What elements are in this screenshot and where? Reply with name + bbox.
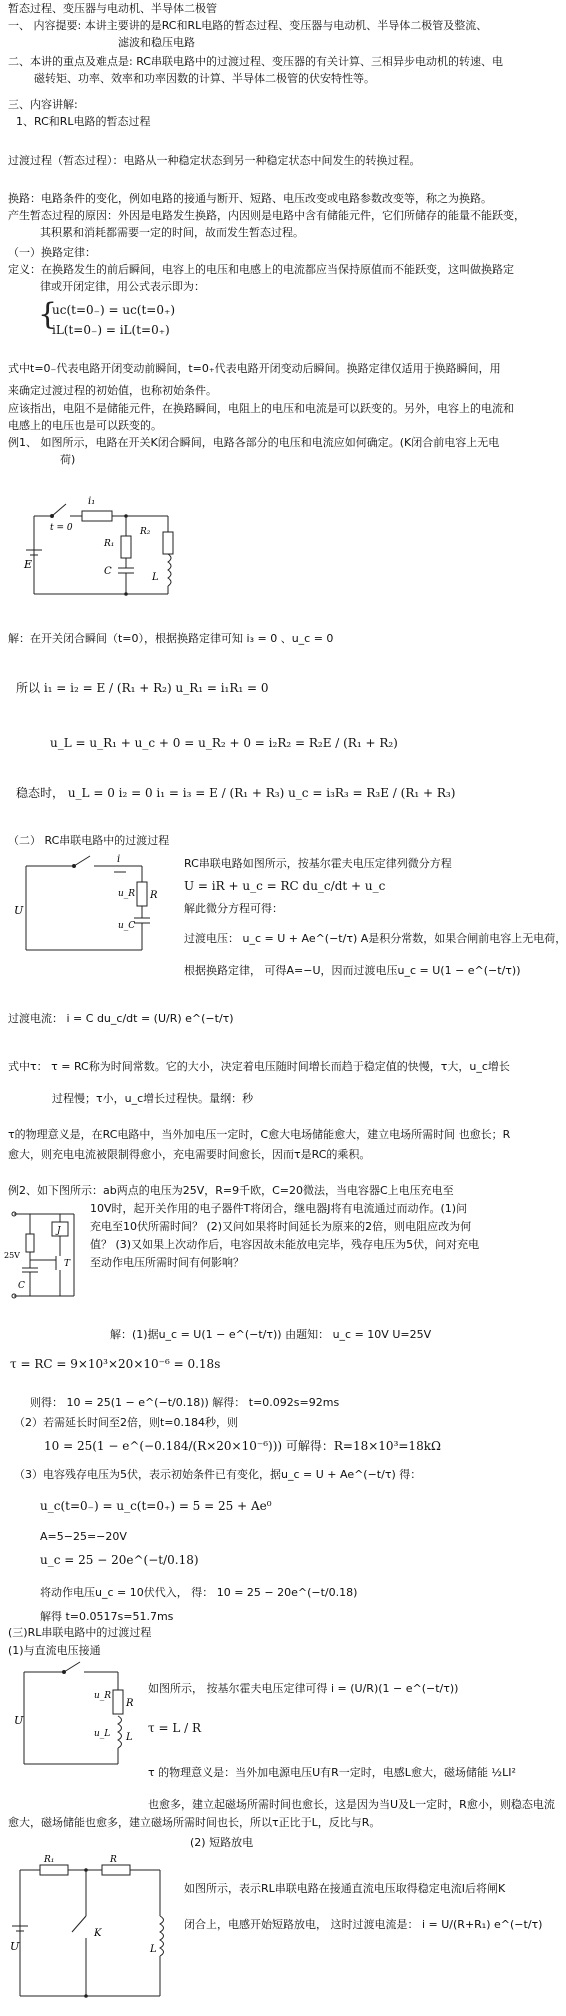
rc-voltage-cont: 根据换路定律， 可得A=−U，因而过渡电压u_c = U(1 − e^(−t/τ)) (184, 964, 521, 977)
example2: 例2、如下图所示：ab两点的电压为25V，R=9千欧，C=20微法，当电容器C上电压充电至 (8, 1184, 454, 1197)
t0-note-cont: 来确定过渡过程的初始值，也称初始条件。 (8, 384, 217, 397)
label-R-short: R (110, 1855, 117, 1865)
example1: 例1、 如图所示，电路在开关K闭合瞬间，电路各部分的电压和电流应如何确定。(K闭合前电容上无电 (8, 436, 500, 449)
key-points-cont: 磁转矩、功率、效率和功率因数的计算、半导体二极管的伏安特性等。 (34, 72, 375, 85)
lecture-heading: 三、内容讲解: (8, 98, 78, 111)
ex2-uc: u_c = 25 − 20e^(−t/0.18) (40, 1553, 199, 1567)
example2-c: 充电至10伏所需时间？ (2)又问如果将时间延长为原来的2倍，则电阻应改为何 (90, 1220, 472, 1233)
label-R1-short: R₁ (44, 1855, 55, 1865)
law-definition-cont: 律或开闭定律，用公式表示即为： (40, 280, 205, 293)
attention-cont: 电感上的电压也是可以跃变的。 (8, 419, 162, 432)
label-U-short: U (10, 1940, 20, 1953)
label-uL-rl: u_L (94, 1729, 111, 1739)
ex2-substitute: 将动作电压u_c = 10伏代入， 得： 10 = 25 − 20e^(−t/0.18) (40, 1586, 358, 1599)
rl-physical-cont2: 愈大，磁场储能也愈多，建立磁场所需时间也长，所以τ正比于L，反比与R。 (8, 1816, 381, 1829)
label-R-rl: R (126, 1698, 134, 1709)
rl-short-desc-cont: 闭合上，电感开始短路放电， 这时过渡电流是： i = U/(R+R₁) e^(−t/τ) (184, 1918, 543, 1931)
tau-definition: 式中τ： τ = RC称为时间常数。它的大小，决定着电压随时间增长而趋于稳定值的快慢，τ大，u_c增长 (8, 1060, 510, 1073)
ex2-answer: 解得 t=0.0517s=51.7ms (40, 1610, 174, 1623)
label-uC: u_C (118, 921, 136, 931)
sol1-eq3: 稳态时， u_L = 0 i₂ = 0 i₁ = i₃ = E / (R₁ + R₃) u_c = i₃R₃ = R₃E / (R₁ + R₃) (16, 786, 456, 800)
label-L: L (152, 572, 159, 583)
label-L-short: L (150, 1944, 157, 1955)
rl-physical-cont: 也愈多，建立起磁场所需时间也愈长，这是因为当U及L一定时，R愈小，则稳态电流 (148, 1798, 555, 1811)
content-summary: 一、 内容提要: 本讲主要讲的是RC和RL电路的暂态过程、变压器与电动机、半导体二极管及整流、 (8, 19, 488, 32)
rl-tau: τ = L / R (148, 1721, 201, 1735)
ex2-q3-eq1: u_c(t=0₋) = u_c(t=0₊) = 5 = 25 + Ae⁰ (40, 1499, 272, 1513)
rl-short-circuit-figure (10, 1856, 178, 2006)
ex2-a: A=5−25=−20V (40, 1530, 127, 1543)
law-eq-uc: uc(t=0₋) = uc(t=0₊) (52, 303, 175, 317)
label-L-rl: L (126, 1732, 133, 1743)
law-heading: （一）换路定律： (8, 246, 96, 259)
ex2-question3: （3）电容残存电压为5伏，表示初始条件已有变化，据u_c = U + Ae^(−t/τ) 得： (14, 1468, 422, 1481)
label-i1: i₁ (88, 496, 96, 507)
label-t0: t = 0 (50, 523, 73, 533)
brace: { (38, 297, 58, 332)
rc-voltage: 过渡电压： u_c = U + Ae^(−t/τ) A是积分常数，如果合闸前电容上无电荷， (184, 932, 566, 945)
tau-physical: τ的物理意义是，在RC电路中，当外加电压一定时，C愈大电场储能愈大，建立电场所需时间 也愈长；R (8, 1128, 511, 1141)
rl-subheading-2: (2) 短路放电 (190, 1836, 254, 1849)
circuit-figure-1 (22, 484, 182, 612)
ex2-then: 则得： 10 = 25(1 − e^(−t/0.18)) 解得： t=0.092s=92ms (30, 1396, 340, 1409)
ex2-question2: （2）若需延长时间至2倍，则t=0.184秒，则 (14, 1416, 239, 1429)
label-R1: R₁ (104, 539, 115, 549)
rl-physical: τ 的物理意义是：当外加电源电压U有R一定时，电感L愈大，磁场储能 ½LI² (148, 1766, 516, 1779)
rl-heading: (三)RL串联电路中的过渡过程 (8, 1626, 152, 1639)
label-25v: 25V (4, 1251, 20, 1260)
rl-circuit-figure (14, 1660, 134, 1776)
rc-circuit-figure (14, 852, 158, 962)
sol1-eq1: 所以 i₁ = i₂ = E / (R₁ + R₂) u_R₁ = i₁R₁ = 0 (16, 681, 269, 695)
cause-def: 产生暂态过程的原因：外因是电路发生换路，内因则是电路中含有储能元件，它们所储存的能量不能跃变， (8, 209, 525, 222)
label-uR: u_R (118, 889, 136, 899)
ex2-question2-eq: 10 = 25(1 − e^(−0.184/(R×20×10⁻⁶))) 可解得：R=18×10³=18kΩ (44, 1439, 441, 1453)
rc-equation: U = iR + u_c = RC du_c/dt + u_c (184, 879, 386, 893)
label-E: E (24, 558, 33, 571)
rl-subheading-1: (1)与直流电压接通 (8, 1644, 101, 1657)
example2-d: 值？ (3)又如果上次动作后，电容因故未能放电完毕，残存电压为5伏，问对充电 (90, 1238, 480, 1251)
label-U: U (14, 904, 24, 917)
example2-b: 10V时，起开关作用的电子器件T将闭合，继电器J将有电流通过而动作。(1)问 (90, 1202, 468, 1215)
label-R2: R₂ (140, 527, 151, 537)
label-uR-rl: u_R (94, 1691, 112, 1701)
cause-def-cont: 其积累和消耗都需要一定的时间，故而发生暂态过程。 (40, 226, 304, 239)
sol1-eq2: u_L = u_R₁ + u_c + 0 = u_R₂ + 0 = i₂R₂ = R₂E / (R₁ + R₂) (50, 736, 398, 750)
relay-circuit-figure (4, 1206, 88, 1304)
label-K: K (94, 1928, 102, 1939)
law-eq-il: iL(t=0₋) = iL(t=0₊) (52, 323, 170, 337)
tau-definition-cont: 过程慢；τ小，u_c增长过程快。量纲：秒 (52, 1092, 254, 1105)
content-summary-cont: 滤波和稳压电路 (118, 36, 195, 49)
ex2-tau: τ = RC = 9×10³×20×10⁻⁶ = 0.18s (10, 1357, 221, 1371)
label-T: T (64, 1259, 71, 1269)
law-definition: 定义：在换路发生的前后瞬间，电容上的电压和电感上的电流都应当保持原值而不能跃变，这叫做换路定 (8, 263, 514, 276)
label-i: i (117, 854, 121, 865)
rl-description: 如图所示， 按基尔霍夫电压定律可得 i = (U/R)(1 − e^(−t/τ)) (148, 1682, 459, 1695)
label-J: J (57, 1226, 61, 1236)
t0-note: 式中t=0₋代表电路开闭变动前瞬间，t=0₊代表电路开闭变动后瞬间。换路定律仅适用于换路瞬间，用 (8, 362, 501, 375)
label-U-rl: U (14, 1714, 24, 1727)
rc-description: RC串联电路如图所示，按基尔霍夫电压定律列微分方程 (184, 857, 452, 870)
attention: 应该指出，电阻不是储能元件，在换路瞬间，电阻上的电压和电流是可以跃变的。另外，电容上的电流和 (8, 402, 514, 415)
example2-e: 至动作电压所需时间有何影响？ (90, 1256, 244, 1269)
doc-title: 暂态过程、变压器与电动机、半导体二极管 (8, 2, 217, 15)
rc-solve: 解此微分方程可得： (184, 902, 283, 915)
key-points: 二、本讲的重点及难点是: RC串联电路中的过渡过程、变压器的有关计算、三相异步电动机的转速、电 (8, 55, 503, 68)
example1-cont: 荷) (60, 453, 76, 466)
rl-short-desc: 如图所示，表示RL串联电路在接通直流电压取得稳定电流I后将闸K (184, 1882, 506, 1895)
rc-heading: （二） RC串联电路中的过渡过程 (8, 834, 170, 847)
transient-def: 过渡过程（暂态过程）：电路从一种稳定状态到另一种稳定状态中间发生的转换过程。 (8, 154, 421, 167)
solution1: 解：在开关闭合瞬间（t=0），根据换路定律可知 i₃ = 0 、u_c = 0 (8, 632, 334, 645)
switching-def: 换路：电路条件的变化，例如电路的接通与断开、短路、电压改变或电路参数改变等，称之为换路。 (8, 192, 492, 205)
label-C2: C (18, 1281, 25, 1291)
rc-current: 过渡电流： i = C du_c/dt = (U/R) e^(−t/τ) (8, 1012, 234, 1025)
label-R: R (150, 890, 158, 901)
label-C: C (104, 566, 112, 577)
ex2-solution-1: 解：(1)据u_c = U(1 − e^(−t/τ)) 由题知： u_c = 10V U=25V (110, 1328, 432, 1341)
section1-heading: 1、RC和RL电路的暂态过程 (16, 115, 151, 128)
tau-physical-cont: 愈大，则充电电流被限制得愈小，充电需要时间愈长，因而τ是RC的乘积。 (8, 1148, 371, 1161)
